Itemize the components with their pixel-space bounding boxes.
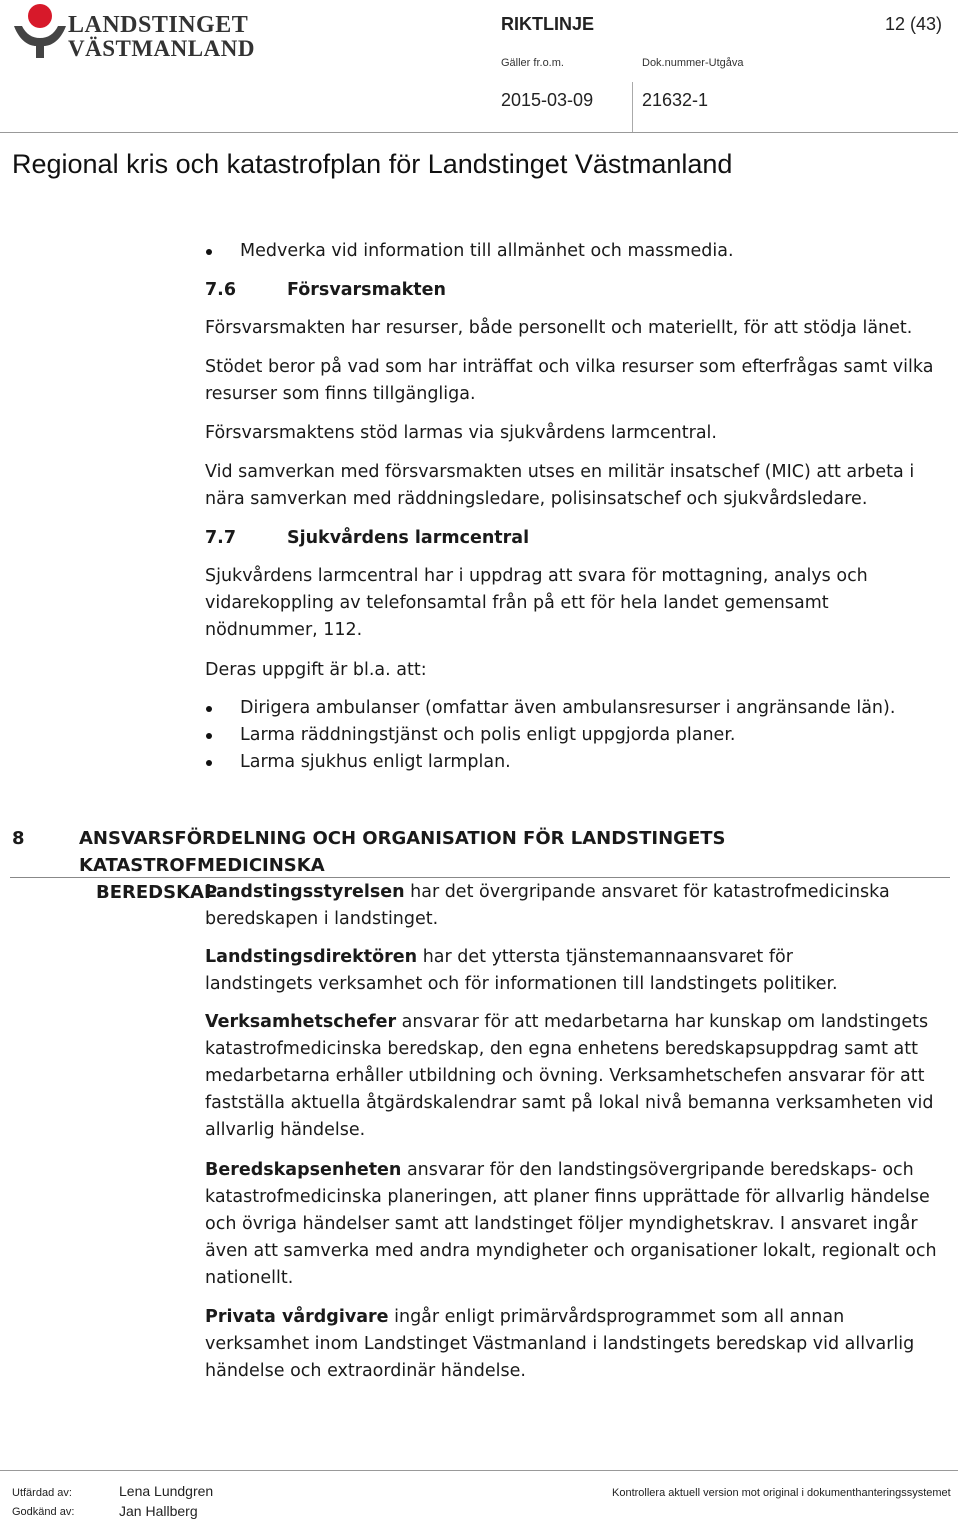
paragraph: Sjukvårdens larmcentral har i uppdrag att svara för mottagning, analys och vidarekoppling av telefonsamtal från på ett för hela landet gemensamt nödnummer, 112. [205,566,868,640]
approved-by-name: Jan Hallberg [119,1503,198,1519]
page-number: 12 (43) [885,14,943,34]
doc-number-label: Dok.nummer-Utgåva [642,57,744,69]
logo-text-line1: LANDSTINGET [68,12,249,38]
bullet-marker [206,733,212,739]
header-rule [0,132,958,133]
responsibility-item [205,1009,940,1144]
bullet-marker [206,760,212,766]
issued-by-label: Utfärdad av: [12,1487,72,1499]
doc-number: 21632-1 [642,90,709,110]
logo-symbol-icon [12,2,68,60]
section-heading: Försvarsmakten [287,280,446,300]
list-item: Larma sjukhus enligt larmplan. [240,752,511,772]
paragraph: Stödet beror på vad som har inträffat och vilka resurser som efterfrågas samt vilka resurser som finns tillgängliga. [205,357,934,404]
paragraph: Försvarsmakten har resurser, både personellt och materiellt, för att stödja länet. [205,318,913,338]
list-item: Medverka vid information till allmänhet och massmedia. [240,241,734,261]
responsibility-item [205,1304,945,1385]
logo-text-line2: VÄSTMANLAND [68,36,255,61]
bullet-marker [206,249,212,255]
bullet-marker [206,706,212,712]
responsibility-term: Landstingsdirektören [205,947,418,967]
landstinget-logo [12,2,255,61]
chapter-heading-line1: ANSVARSFÖRDELNING OCH ORGANISATION FÖR LANDSTINGETS KATASTROFMEDICINSKA [79,828,726,876]
responsibility-text: har det övergripande ansvaret för katastrofmedicinska beredskapen i landstinget. [205,882,890,929]
responsibility-term: Beredskapsenheten [205,1160,402,1180]
valid-from-label: Gäller fr.o.m. [501,57,564,69]
responsibility-text: har det yttersta tjänstemannaansvaret för landstingets verksamhet och för informationen till landstingets politiker. [205,947,838,994]
issued-by-name: Lena Lundgren [119,1483,214,1499]
footer-rule [0,1470,958,1471]
list-item: Larma räddningstjänst och polis enligt uppgjorda planer. [240,725,736,745]
responsibility-item [205,879,905,933]
responsibility-text: ansvarar för att medarbetarna har kunskap om landstingets katastrofmedicinska beredskap, den egna enhetens beredskapsuppdrag samt att medarbetarna erhåller utbildning och övning. Verksamhetschefen ansvarar för att fastställa aktuella åtgärdskalendrar samt på lokal nivå bemanna verksamheten vid allvarlig händelse. [205,1012,934,1140]
responsibility-item [205,1157,945,1292]
section-heading: Sjukvårdens larmcentral [287,528,530,548]
list-item: Dirigera ambulanser (omfattar även ambulansresurser i angränsande län). [240,698,896,718]
header-divider [632,82,633,132]
paragraph: Vid samverkan med försvarsmakten utses en militär insatschef (MIC) att arbeta i nära samverkan med räddningsledare, polisinsatschef och sjukvårdsledare. [205,462,915,509]
section-number: 7.7 [205,528,237,548]
section-number: 7.6 [205,280,237,300]
page-title: Regional kris och katastrofplan för Landstinget Västmanland [12,149,733,179]
approved-by-label: Godkänd av: [12,1506,75,1518]
valid-from-date: 2015-03-09 [501,90,594,110]
paragraph: Deras uppgift är bl.a. att: [205,660,427,680]
chapter-number: 8 [12,828,25,849]
responsibility-item [205,944,905,998]
chapter-rule [10,877,950,878]
responsibility-text: ansvarar för den landstingsövergripande beredskaps- och katastrofmedicinska planeringen, att planer finns upprättade för allvarlig händelse och övriga händelser samt att landstinget följer myndighetskrav. I ansvaret ingår även att samverka med andra myndigheter och organisationer lokalt, regionalt och nationellt. [205,1160,937,1288]
responsibility-term: Landstingsstyrelsen [205,882,405,902]
paragraph: Försvarsmaktens stöd larmas via sjukvårdens larmcentral. [205,423,717,443]
doc-type: RIKTLINJE [501,14,595,34]
responsibility-term: Verksamhetschefer [205,1012,397,1032]
footer-note: Kontrollera aktuell version mot original i dokumenthanteringssystemet [612,1487,951,1499]
chapter-heading-line2: BEREDSKAP [96,882,218,903]
responsibility-text: ingår enligt primärvårdsprogrammet som all annan verksamhet inom Landstinget Västmanland i landstingets beredskap vid allvarlig händelse och extraordinär händelse. [205,1307,915,1381]
responsibility-term: Privata vårdgivare [205,1307,389,1327]
